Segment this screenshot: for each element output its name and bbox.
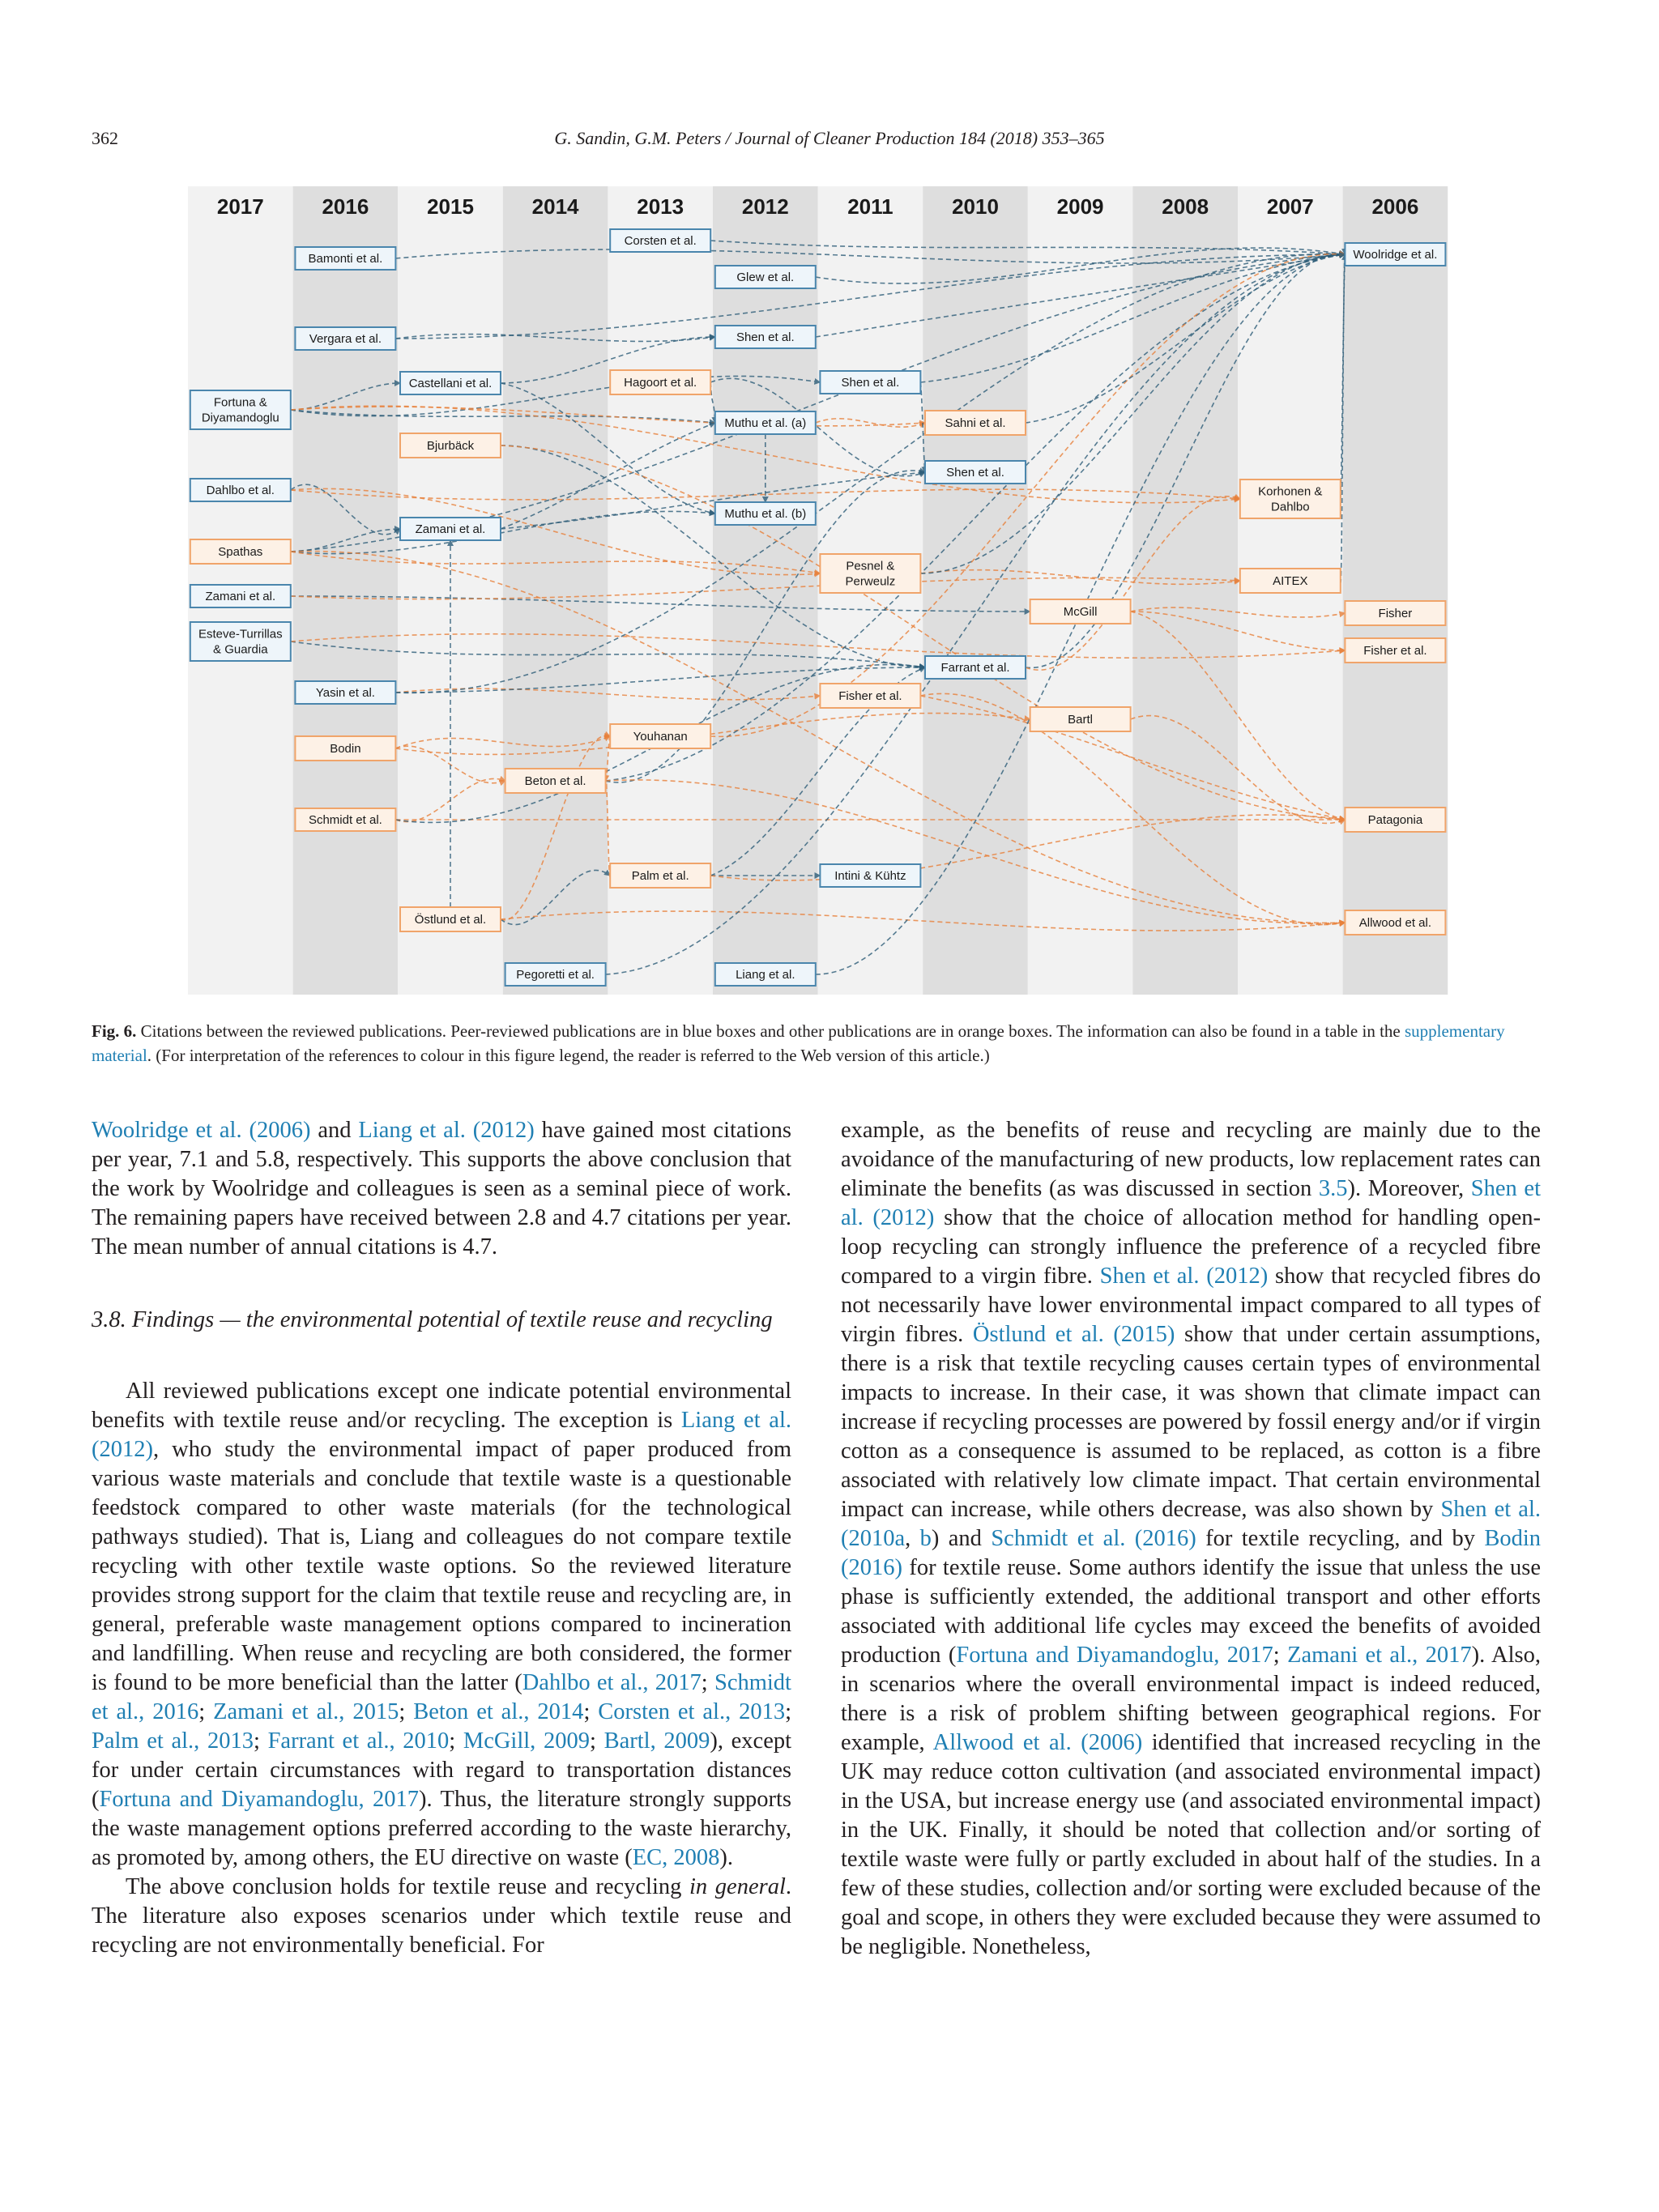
body-text: for textile reuse. Some authors identify the issue that unless the use phase is sufficiently extended, the additional transport and other efforts associated with additional life cycles may exceed the benefits of avoided production ( [841,1555,1541,1668]
publication-node [1030,707,1131,731]
publication-node [190,585,291,607]
publication-label: Yasin et al. [315,686,375,700]
citation-link[interactable]: Östlund et al. (2015) [972,1322,1175,1347]
publication-label: Zamani et al. [205,590,276,603]
body-text: ; [449,1728,463,1754]
body-text: have gained most citations per year, 7.1 and 5.8, respectively. This supports the above conclusion that the work by Woolridge and colleagues is seen as a seminal piece of work. The remaining papers have received between 2.8 and 4.7 citations per year. The mean number of annual citations is 4.7. [92,1118,791,1259]
body-text: and [310,1118,359,1143]
publication-node [505,963,606,986]
citation-link[interactable]: EC, 2008 [632,1845,720,1870]
publication-label: Shen et al. [946,466,1004,479]
body-text: example, as the benefits of reuse and recycling are mainly due to the avoidance of the manufacturing of new products, low replacement rates can eliminate the benefits (as was discussed in section [841,1118,1541,1201]
publication-label: Perweulz [845,574,896,589]
year-label: 2006 [1371,194,1419,219]
citation-link[interactable]: b [919,1526,932,1551]
citation-link[interactable]: McGill, 2009 [463,1728,590,1754]
body-text: ; [399,1699,414,1724]
publication-node [295,808,395,831]
citation-link[interactable]: Woolridge et al. (2006) [92,1118,311,1143]
year-band [1132,186,1238,995]
publication-label: Pesnel & [846,559,895,573]
body-text: ; [583,1699,599,1724]
publication-label: Dahlbo [1271,500,1310,514]
citation-link[interactable]: Beton et al., 2014 [413,1699,584,1724]
publication-node [400,372,501,394]
publication-node [1345,601,1445,625]
publication-label: & Guardia [213,642,268,657]
body-text: show that recycled fibres do not necessarily have lower environmental impact compared to all types of virgin fibres. [841,1264,1542,1347]
citation-network-figure [0,0,1659,1004]
year-label: 2010 [952,194,999,219]
body-text: ; [785,1699,792,1724]
publication-node [1345,243,1445,266]
publication-label: Castellani et al. [408,377,493,390]
publication-node [610,229,710,252]
publication-node [715,963,816,986]
publication-node [295,247,395,270]
publication-node [925,411,1026,435]
left-paragraph-1 [92,1116,791,1262]
figure-caption-text-1: Citations between the reviewed publications. Peer-reviewed publications are in blue boxes and other publications are in orange boxes. The information can also be found in a table in the [140,1021,1405,1041]
body-text: ; [701,1670,714,1695]
publication-node [295,327,395,350]
left-paragraph-2 [92,1377,791,1873]
publication-label: Bjurbäck [426,439,475,453]
publication-label: Woolridge et al. [1353,248,1438,262]
publication-label: Allwood et al. [1358,916,1432,930]
publication-label: AITEX [1273,574,1308,588]
body-text: ). Moreover, [1347,1176,1471,1201]
citation-link[interactable]: Bodin (2016) [841,1526,1542,1580]
citation-link[interactable]: Shen et al. (2012) [841,1176,1541,1230]
publication-label: Bodin [330,742,361,756]
body-text: ), except for under certain circumstances with regard to transportation distances ( [92,1728,792,1812]
publication-node [610,370,710,394]
year-label: 2015 [427,194,474,219]
publication-label: Fisher et al. [1363,644,1427,658]
publication-node [190,622,291,661]
body-text: . The literature also exposes scenarios under which textile reuse and recycling are not environmentally beneficial. For [92,1874,791,1958]
publication-label: Muthu et al. (a) [724,416,807,430]
publication-node [610,724,710,748]
publication-label: Östlund et al. [414,913,487,927]
publication-label: Shen et al. [736,330,795,344]
publication-label: Bamonti et al. [308,252,383,266]
year-label: 2007 [1266,194,1314,219]
year-label: 2016 [322,194,369,219]
body-text: identified that increased recycling in the UK may reduce cotton cultivation (and associated environmental impact) in the USA, but increase energy use (and associated environmental impact) in the UK. Finally, it should be noted that collection and/or sorting of textile waste were fully or partly excluded in about half of the studies. In a few of these studies, collection and/or sorting were excluded because of the goal and scope, in others they were excluded because they were assumed to be negligible. Nonetheless, [841,1730,1542,1959]
body-text: ). [719,1845,734,1870]
publication-node [1345,808,1445,832]
year-label: 2012 [741,194,789,219]
publication-label: Dahlbo et al. [206,484,275,497]
body-text: show that the choice of allocation method for handling open-loop recycling can strongly influence the preference of a recycled fibre compared to a virgin fibre. [841,1205,1541,1289]
citation-link[interactable]: Fortuna and Diyamandoglu, 2017 [956,1643,1273,1668]
publication-node [400,518,501,540]
running-title: G. Sandin, G.M. Peters / Journal of Cleaner Production 184 (2018) 353–365 [554,128,1105,148]
publication-node [505,769,606,793]
publication-node [925,461,1026,484]
figure-caption-label: Fig. 6. [92,1021,137,1041]
publication-node [190,479,291,501]
publication-label: Farrant et al. [940,661,1010,675]
body-text: ) and [931,1526,992,1551]
citation-link[interactable]: Corsten et al., 2013 [598,1699,786,1724]
publication-label: Fortuna & [213,395,267,410]
year-label: 2017 [216,194,264,219]
body-text: ; [198,1699,214,1724]
publication-label: Zamani et al. [415,522,486,536]
publication-node [610,863,710,888]
year-label: 2009 [1056,194,1104,219]
publication-node [1030,599,1131,624]
citation-link[interactable]: Zamani et al., 2015 [213,1699,399,1724]
year-label: 2013 [637,194,684,219]
year-band [293,186,399,995]
citation-link[interactable]: Palm et al., 2013 [92,1728,254,1754]
publication-node [1345,638,1445,663]
body-text: The above conclusion holds for textile reuse and recycling [126,1874,690,1899]
publication-label: Palm et al. [631,869,689,883]
body-text: ; [253,1728,268,1754]
publication-node [925,656,1026,679]
citation-link[interactable]: Bartl, 2009 [603,1728,710,1754]
publication-label: Bartl [1068,713,1094,727]
year-label: 2008 [1162,194,1209,219]
body-text: ; [589,1728,604,1754]
citation-link[interactable]: Schmidt et al. (2016) [991,1526,1196,1551]
right-paragraph-1 [841,1116,1541,1962]
citation-link[interactable]: Liang et al. (2012) [92,1408,791,1462]
citation-link[interactable]: Schmidt et al., 2016 [92,1670,791,1724]
publication-label: Youhanan [633,730,688,744]
body-text: for textile recycling, and by [1196,1526,1485,1551]
publication-label: Muthu et al. (b) [724,507,807,521]
publication-label: Hagoort et al. [624,376,697,390]
citation-link[interactable]: Zamani et al., 2017 [1287,1643,1472,1668]
body-text: , who study the environmental impact of paper produced from various waste materials and conclude that textile waste is a questionable feedstock compared to other waste materials (for the technological pathways studied). That is, Liang and colleagues do not compare textile recycling with other textile waste options. So the reviewed literature provides strong support for the claim that textile reuse and recycling are, in general, preferable waste management options compared to incineration and landfilling. When reuse and recycling are both considered, the former is found to be more beneficial than the latter ( [92,1437,791,1695]
publication-label: Intini & Kühtz [834,869,906,883]
publication-node [715,326,816,348]
left-paragraph-3 [92,1873,791,1960]
publication-label: Schmidt et al. [308,813,382,827]
citation-link[interactable]: Liang et al. (2012) [358,1118,535,1143]
supplementary-material-link[interactable]: supplementary material [92,1021,1505,1065]
figure-caption-text-2: . (For interpretation of the references to colour in this figure legend, the reader is referred to the Web version of this article.) [147,1046,990,1065]
publication-node [295,681,395,704]
italic-text: in general [689,1874,786,1899]
publication-node [820,684,920,708]
publication-node [820,554,920,593]
year-band [503,186,608,995]
publication-label: Sahni et al. [945,416,1006,430]
publication-label: Shen et al. [841,376,900,390]
publication-label: McGill [1063,605,1098,619]
year-band [1343,186,1448,995]
citation-link[interactable]: Shen et al. (2010a [841,1497,1542,1551]
publication-label: Corsten et al. [624,234,697,248]
publication-label: Vergara et al. [309,332,382,346]
publication-node [1345,910,1445,935]
publication-node [1240,479,1341,518]
left-column [92,1116,791,1960]
body-text: All reviewed publications except one indicate potential environmental benefits with textile reuse and/or recycling. The exception is [92,1379,791,1433]
publication-node [400,433,501,458]
publication-node [715,266,816,288]
body-text: ). Thus, the literature strongly supports the waste management options preferred according to the waste hierarchy, as promoted by, among others, the EU directive on waste ( [92,1787,791,1870]
publication-label: Fisher et al. [838,689,902,703]
citation-link[interactable]: Shen et al. (2012) [1099,1264,1269,1289]
publication-label: Patagonia [1367,813,1423,827]
publication-node [295,736,395,761]
publication-label: Fisher [1378,607,1413,620]
body-text: ). Also, in scenarios where the overall environmental impact is indeed reduced, there is a risk of problem shifting between geographical regions. For example, [841,1643,1542,1755]
body-text: , [905,1526,920,1551]
publication-label: Esteve-Turrillas [198,627,283,641]
publication-node [715,411,816,434]
publication-node [715,502,816,525]
publication-node [190,390,291,429]
year-label: 2011 [847,194,893,219]
citation-link[interactable]: Dahlbo et al., 2017 [522,1670,702,1695]
publication-node [820,864,920,887]
section-heading: 3.8. Findings — the environmental potential of textile reuse and recycling [92,1307,773,1332]
publication-label: Spathas [218,545,263,559]
citation-link[interactable]: 3.5 [1318,1176,1348,1201]
citation-link[interactable]: Allwood et al. (2006) [932,1730,1143,1755]
right-column [841,1116,1541,1962]
publication-label: Glew et al. [736,271,795,284]
publication-node [820,371,920,394]
publication-label: Diyamandoglu [201,411,279,425]
publication-label: Liang et al. [736,968,795,982]
publication-node [400,907,501,931]
citation-link[interactable]: Fortuna and Diyamandoglu, 2017 [99,1787,420,1812]
body-text: show that under certain assumptions, there is a risk that textile recycling causes certain types of environmental impacts to increase. In their case, it was shown that climate impact can increase if recycling processes are powered by fossil energy and/or if virgin cotton as a consequence is assumed to be replaced, as cotton is a fibre associated with relatively low climate impact. That certain environmental impact can increase, while others decrease, was also shown by [841,1322,1541,1522]
publication-label: Korhonen & [1258,484,1323,499]
year-band [923,186,1028,995]
year-label: 2014 [531,194,579,219]
figure-caption [92,1019,1542,1068]
publication-label: Pegoretti et al. [516,968,595,982]
publication-node [1240,569,1341,593]
body-text: ; [1273,1643,1288,1668]
page-number: 362 [92,128,118,148]
citation-link[interactable]: Farrant et al., 2010 [267,1728,450,1754]
publication-node [190,539,291,564]
publication-label: Beton et al. [524,774,586,788]
